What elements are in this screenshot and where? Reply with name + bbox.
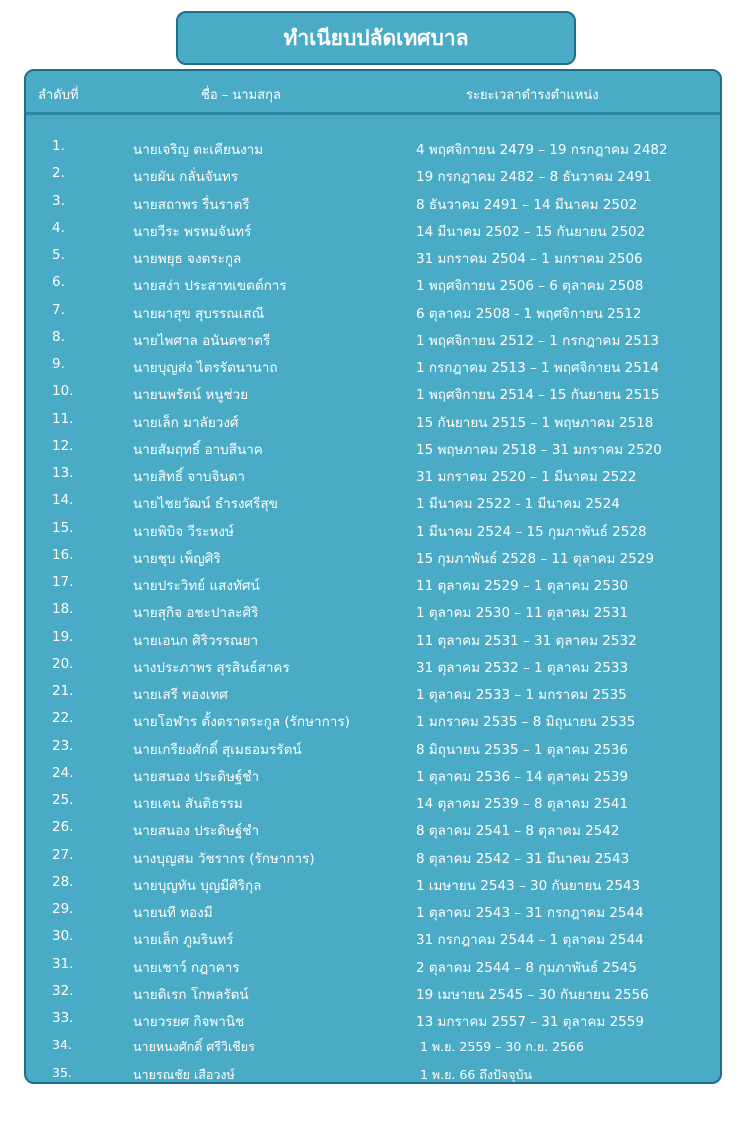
row-name: นายนที ทองมี [133,905,213,921]
row-term: 6 ตุลาคม 2508 - 1 พฤศจิกายน 2512 [416,305,642,322]
row-term: 31 กรกฎาคม 2544 – 1 ตุลาคม 2544 [416,932,644,949]
row-number: 31. [52,955,74,972]
table-row [26,897,720,924]
row-name: นายสถาพร รื่นราตรี [133,196,250,213]
row-term: 1 มกราคม 2535 – 8 มิถุนายน 2535 [416,714,636,731]
row-number: 3. [52,192,65,209]
row-number: 17. [52,574,74,590]
row-number: 30. [52,928,74,945]
row-number: 6. [52,274,65,291]
row-term: 31 มกราคม 2504 – 1 มกราคม 2506 [416,251,643,267]
table-row [26,597,720,624]
row-number: 23. [52,737,74,754]
table-row [26,434,720,461]
row-term: 1 มีนาคม 2522 - 1 มีนาคม 2524 [416,496,620,513]
table-row [26,216,720,243]
row-term: 15 กุมภาพันธ์ 2528 – 11 ตุลาคม 2529 [416,550,655,567]
row-term: 8 ตุลาคม 2542 – 31 มีนาคม 2543 [416,850,630,867]
table-row [26,706,720,733]
row-number: 9. [52,356,65,372]
row-term: 1 ตุลาคม 2530 – 11 ตุลาคม 2531 [416,605,629,622]
row-name: นายเชาว์ กฎาคาร [133,959,240,976]
row-term: 14 มีนาคม 2502 – 15 กันยายน 2502 [416,223,646,240]
row-name: นายสนอง ประดิษฐ์ชำ [133,768,260,785]
row-name: นายพยุธ จงตระกูล [133,251,242,267]
row-term: 14 ตุลาคม 2539 – 8 ตุลาคม 2541 [416,796,629,812]
row-name: นายสง่า ประสาทเขตต์การ [133,278,287,295]
row-term: 1 พ.ย. 66 ถึงปัจจุบัน [420,1066,533,1082]
row-number: 26. [52,819,74,836]
row-number: 1. [52,138,65,154]
row-term: 19 กรกฎาคม 2482 – 8 ธันวาคม 2491 [416,169,652,186]
row-number: 28. [52,873,74,890]
row-name: นายสัมฤทธิ์ อาบสีนาค [133,441,263,458]
row-term: 1 พฤศจิกายน 2506 – 6 ตุลาคม 2508 [416,278,644,295]
table-header [26,71,720,115]
row-name: นายเล็ก มาลัยวงศ์ [133,414,239,431]
row-number: 29. [52,901,74,917]
row-name: นายเล็ก ภูมรินทร์ [133,932,234,949]
row-term: 15 กันยายน 2515 – 1 พฤษภาคม 2518 [416,414,654,431]
row-term: 1 มีนาคม 2524 – 15 กุมภาพันธ์ 2528 [416,523,647,540]
row-name: นายวรยศ กิจพานิช [133,1014,245,1030]
row-term: 1 พ.ย. 2559 – 30 ก.ย. 2566 [420,1039,584,1055]
row-name: นายไพศาล อนันตชาตรี [133,332,271,349]
row-name: นางบุญสม วัชรากร (รักษาการ) [133,850,315,867]
row-name: นายไชยวัฒน์ ธำรงศรีสุข [133,496,278,513]
row-number: 24. [52,764,74,781]
row-term: 11 ตุลาคม 2529 – 1 ตุลาคม 2530 [416,578,629,594]
table-row [26,761,720,788]
row-number: 5. [52,247,65,263]
row-name: นายผาสุข สุบรรณเสณี [133,305,265,322]
row-name: นายวีระ พรหมจันทร์ [133,223,252,240]
table-row [26,788,720,815]
table-row [26,1006,720,1033]
table-row [26,407,720,434]
row-term: 31 มกราคม 2520 – 1 มีนาคม 2522 [416,469,637,485]
row-name: นายโอฬาร ตั้งตราตระกูล (รักษาการ) [133,714,350,731]
row-name: นายสุกิจ อชะปาละศิริ [133,605,259,622]
table-row [26,488,720,515]
table-row [26,1061,720,1085]
row-term: 2 ตุลาคม 2544 – 8 กุมภาพันธ์ 2545 [416,959,637,976]
table-row [26,189,720,216]
table-row [26,379,720,406]
row-number: 8. [52,328,65,345]
row-number: 22. [52,710,74,727]
row-number: 11. [52,410,74,427]
row-name: นายนพรัตน์ หนูช่วย [133,387,249,404]
table-row [26,352,720,379]
row-term: 11 ตุลาคม 2531 – 31 ตุลาคม 2532 [416,632,637,649]
row-term: 15 พฤษภาคม 2518 – 31 มกราคม 2520 [416,441,662,458]
row-term: 1 ตุลาคม 2536 – 14 ตุลาคม 2539 [416,768,629,785]
row-number: 13. [52,465,74,481]
table-row [26,516,720,543]
row-number: 32. [52,982,74,999]
row-number: 7. [52,301,65,318]
row-number: 12. [52,437,74,454]
directory-table [24,69,722,1084]
table-row [26,625,720,652]
row-term: 8 ธันวาคม 2491 – 14 มีนาคม 2502 [416,196,638,213]
row-number: 19. [52,628,74,645]
table-row [26,134,720,161]
row-name: นายรณชัย เสือวงษ์ [133,1066,235,1082]
table-row [26,161,720,188]
row-number: 14. [52,492,74,509]
row-term: 8 ตุลาคม 2541 – 8 ตุลาคม 2542 [416,823,620,840]
row-term: 31 ตุลาคม 2532 – 1 ตุลาคม 2533 [416,659,629,676]
table-row [26,270,720,297]
row-number: 20. [52,655,74,672]
row-term: 13 มกราคม 2557 – 31 ตุลาคม 2559 [416,1014,644,1030]
table-row [26,461,720,488]
table-row [26,325,720,352]
row-number: 2. [52,165,65,182]
table-row [26,543,720,570]
table-row [26,298,720,325]
row-term: 19 เมษายน 2545 – 30 กันยายน 2556 [416,986,649,1003]
row-name: นายเกรียงศักดิ์ สุเมธอมรรัตน์ [133,741,302,758]
row-number: 35. [52,1064,72,1080]
row-number: 34. [52,1037,72,1053]
row-name: นายประวิทย์ แสงทัศน์ [133,578,260,594]
table-row [26,734,720,761]
row-term: 1 ตุลาคม 2543 – 31 กรกฎาคม 2544 [416,905,644,921]
table-body [26,134,720,1084]
row-term: 1 เมษายน 2543 – 30 กันยายน 2543 [416,877,641,894]
row-name: นายเอนก ศิริวรรณยา [133,632,259,649]
row-name: นายชุบ เพ็ญศิริ [133,550,221,567]
row-term: 8 มิถุนายน 2535 – 1 ตุลาคม 2536 [416,741,628,758]
header-term-of-office: ระยะเวลาดำรงตำแหน่ง [466,88,599,103]
row-name: นายเคน สันติธรรม [133,796,243,812]
row-number: 27. [52,846,74,863]
row-number: 18. [52,601,74,618]
row-name: นายสนอง ประดิษฐ์ชำ [133,823,260,840]
row-name: นางประภาพร สุรสินธ์สาคร [133,659,290,676]
row-number: 21. [52,683,74,699]
row-name: นายเสรี ทองเทศ [133,687,228,703]
row-name: นายดิเรก โกพลรัตน์ [133,986,249,1003]
page-title: ทำเนียบปลัดเทศบาล [176,11,576,65]
row-number: 15. [52,519,74,536]
row-term: 4 พฤศจิกายน 2479 – 19 กรกฎาคม 2482 [416,142,668,158]
row-term: 1 พฤศจิกายน 2514 – 15 กันยายน 2515 [416,387,660,404]
row-name: นายพิบิจ วีระหงษ์ [133,523,234,540]
table-row [26,570,720,597]
row-term: 1 ตุลาคม 2533 – 1 มกราคม 2535 [416,687,627,703]
table-row [26,843,720,870]
table-row [26,952,720,979]
row-name: นายหนงศักดิ์ ศรีวิเชียร [133,1039,255,1055]
row-term: 1 กรกฎาคม 2513 – 1 พฤศจิกายน 2514 [416,360,660,376]
table-row [26,870,720,897]
table-row [26,679,720,706]
row-name: นายสิทธิ์ จาบจินดา [133,469,245,485]
table-row [26,815,720,842]
table-row [26,652,720,679]
table-row [26,979,720,1006]
header-full-name: ชื่อ – นามสกุล [201,88,281,103]
row-number: 16. [52,546,74,563]
row-number: 10. [52,383,74,400]
row-number: 33. [52,1010,74,1026]
row-name: นายบุญทัน บุญมีศิริกุล [133,877,262,894]
row-term: 1 พฤศจิกายน 2512 – 1 กรกฎาคม 2513 [416,332,660,349]
header-order-number: ลำดับที่ [38,88,79,103]
row-name: นายเจริญ ตะเคียนงาม [133,142,264,158]
row-name: นายบุญส่ง ไตรรัตนานาถ [133,360,278,376]
table-row [26,924,720,951]
row-name: นายผัน กลั่นจันทร [133,169,239,186]
row-number: 25. [52,792,74,808]
row-number: 4. [52,219,65,236]
table-row [26,243,720,270]
table-row [26,1033,720,1060]
